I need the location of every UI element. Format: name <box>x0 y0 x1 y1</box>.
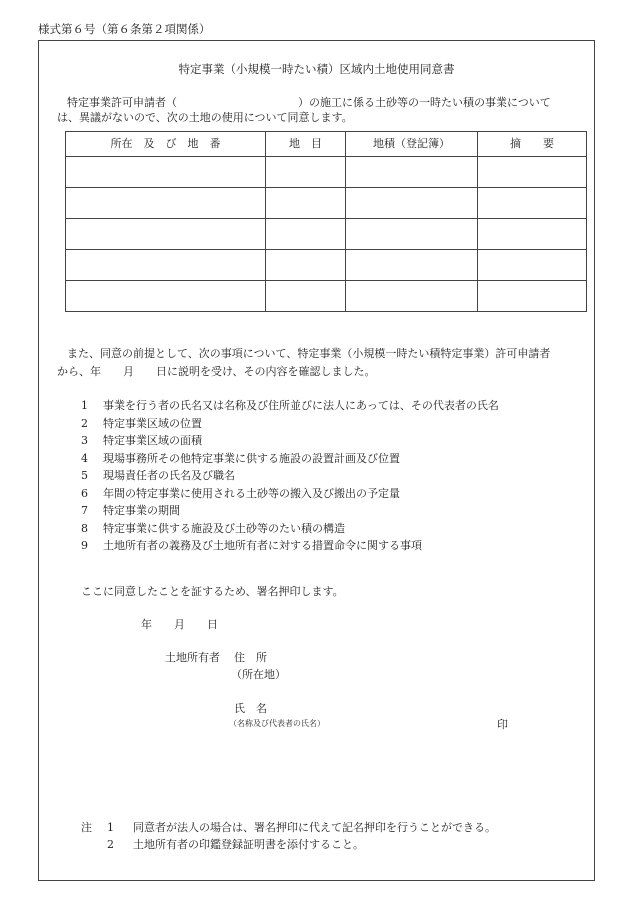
confirmation-line-1: また、同意の前提として、次の事項について、特定事業（小規模一時たい積特定事業）許可申請者 <box>67 347 551 360</box>
table-row <box>66 250 587 281</box>
list-item <box>81 487 499 505</box>
column-header-remarks: 摘 要 <box>478 132 587 157</box>
table-cell[interactable] <box>66 219 266 250</box>
signature-date-line: 年 月 日 <box>141 618 218 631</box>
item-number: 7 <box>81 504 88 517</box>
intro-line-1: 特定事業許可申請者（ ）の施工に係る土砂等の一時たい積の事業について <box>67 96 551 109</box>
list-item <box>81 469 499 487</box>
table-cell[interactable] <box>266 281 346 312</box>
note-number: 2 <box>107 838 114 851</box>
table-cell[interactable] <box>66 281 266 312</box>
column-header-land-category: 地 目 <box>266 132 346 157</box>
address-label: 住 所 <box>234 651 267 664</box>
intro-line-2: は、異議がないので、次の土地の使用について同意します。 <box>57 111 353 124</box>
confirmation-line-2: から、年 月 日に説明を受け、その内容を確認しました。 <box>57 365 376 378</box>
item-text: 特定事業区域の位置 <box>103 416 202 430</box>
table-cell[interactable] <box>478 281 587 312</box>
table-row <box>66 188 587 219</box>
note-text: 土地所有者の印鑑登録証明書を添付すること。 <box>133 838 364 851</box>
table-cell[interactable] <box>66 188 266 219</box>
table-cell[interactable] <box>346 188 478 219</box>
note-1 <box>81 821 496 834</box>
table-cell[interactable] <box>266 157 346 188</box>
name-label: 氏 名 <box>234 702 267 715</box>
list-item <box>81 417 499 435</box>
table-cell[interactable] <box>346 281 478 312</box>
item-number: 9 <box>81 539 88 552</box>
note-text: 同意者が法人の場合は、署名押印に代えて記名押印を行うことができる。 <box>133 821 496 834</box>
table-cell[interactable] <box>266 219 346 250</box>
form-title: 特定事業（小規模一時たい積）区域内土地使用同意書 <box>178 62 455 76</box>
item-text: 年間の特定事業に使用される土砂等の搬入及び搬出の予定量 <box>103 486 400 500</box>
table-cell[interactable] <box>478 219 587 250</box>
item-number: 5 <box>81 469 88 482</box>
column-header-area: 地積（登記簿） <box>346 132 478 157</box>
land-table-header-row <box>66 132 587 157</box>
location-label: （所在地） <box>231 668 286 681</box>
list-item <box>81 452 499 470</box>
note-2 <box>81 838 364 851</box>
table-cell[interactable] <box>478 157 587 188</box>
table-row <box>66 219 587 250</box>
table-row <box>66 281 587 312</box>
table-cell[interactable] <box>478 250 587 281</box>
note-number: 1 <box>107 821 114 834</box>
item-number: 8 <box>81 521 88 535</box>
column-header-location: 所在 及 び 地 番 <box>66 132 266 157</box>
item-text: 事業を行う者の氏名又は名称及び住所並びに法人にあっては、その代表者の氏名 <box>103 399 499 412</box>
item-text: 特定事業区域の面積 <box>103 434 202 447</box>
item-number: 2 <box>81 416 88 430</box>
table-row <box>66 157 587 188</box>
notes-label: 注 <box>81 821 92 834</box>
table-cell[interactable] <box>478 188 587 219</box>
list-item <box>81 539 499 557</box>
item-text: 土地所有者の義務及び土地所有者に対する措置命令に関する事項 <box>103 539 422 552</box>
list-item <box>81 434 499 452</box>
table-cell[interactable] <box>266 188 346 219</box>
item-number: 1 <box>81 399 88 412</box>
item-text: 特定事業に供する施設及び土砂等のたい積の構造 <box>103 521 345 535</box>
land-table <box>65 131 587 312</box>
explained-items-list <box>81 399 499 557</box>
seal-mark: 印 <box>497 718 508 731</box>
item-number: 4 <box>81 451 88 465</box>
list-item <box>81 504 499 522</box>
item-text: 現場事務所その他特定事業に供する施設の設置計画及び位置 <box>103 451 400 465</box>
table-cell[interactable] <box>346 219 478 250</box>
item-text: 特定事業の期間 <box>103 504 180 517</box>
list-item <box>81 522 499 540</box>
table-cell[interactable] <box>346 157 478 188</box>
table-cell[interactable] <box>266 250 346 281</box>
item-number: 3 <box>81 434 88 447</box>
form-number-label: 様式第６号（第６条第２項関係） <box>38 22 211 36</box>
form-frame <box>38 40 595 881</box>
table-cell[interactable] <box>66 157 266 188</box>
list-item <box>81 399 499 417</box>
name-note: （名称及び代表者の氏名） <box>229 719 325 728</box>
table-cell[interactable] <box>346 250 478 281</box>
item-number: 6 <box>81 486 88 500</box>
table-cell[interactable] <box>66 250 266 281</box>
landowner-label: 土地所有者 <box>165 651 220 664</box>
certification-statement: ここに同意したことを証するため、署名押印します。 <box>81 585 344 598</box>
item-text: 現場責任者の氏名及び職名 <box>103 469 235 482</box>
